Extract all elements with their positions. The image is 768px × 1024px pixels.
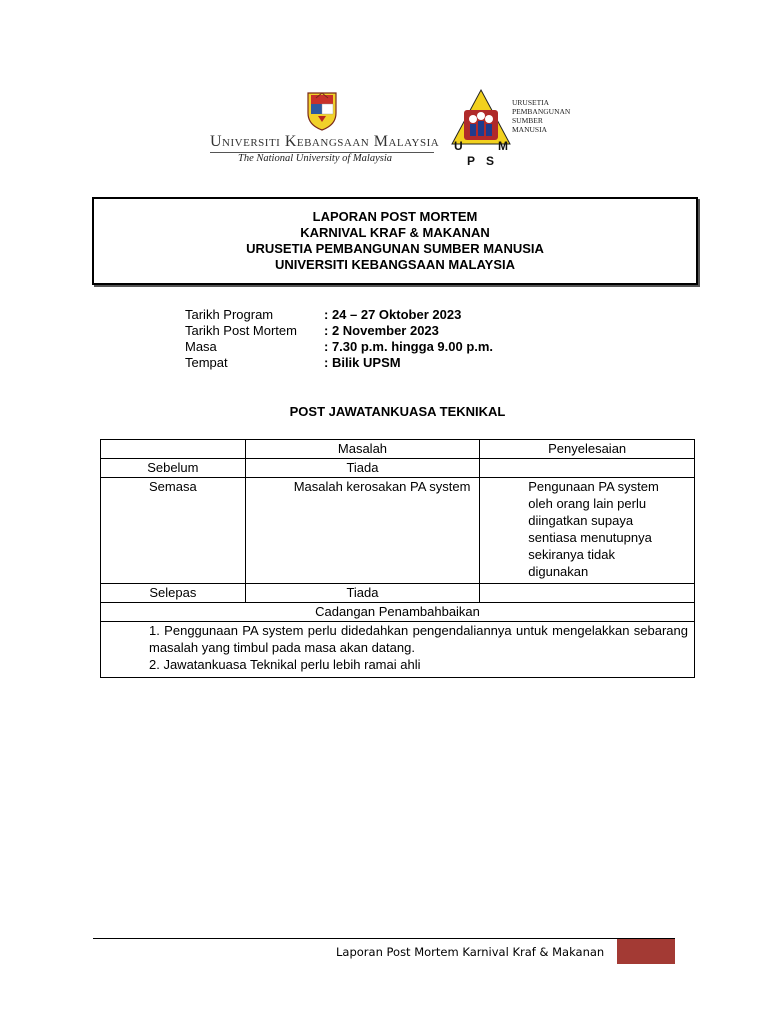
upsm-letter-p: P	[467, 154, 476, 168]
upsm-letter-m: M	[498, 139, 508, 153]
cadangan-list	[101, 622, 695, 678]
phase-cell: Selepas	[101, 584, 246, 603]
info-label: Tarikh Program	[185, 307, 274, 322]
table-row	[101, 459, 695, 478]
info-row-tempat	[185, 355, 493, 371]
info-row-masa	[185, 339, 493, 355]
table-header-cell: Masalah	[245, 440, 480, 459]
cadangan-list-row	[101, 622, 695, 678]
table-header-cell	[101, 440, 246, 459]
phase-cell: Sebelum	[101, 459, 246, 478]
upsm-text-line: MANUSIA	[512, 125, 548, 134]
upsm-logo	[448, 86, 588, 170]
upsm-text-line: URUSETIA	[512, 98, 550, 107]
info-label: Tempat	[185, 355, 228, 370]
penyelesaian-cell	[480, 584, 695, 603]
footer-accent-block	[617, 939, 675, 964]
info-value: : 2 November 2023	[324, 323, 439, 338]
post-mortem-table	[100, 439, 695, 678]
penyelesaian-cell: Pengunaan PA system oleh orang lain perlu diingatkan supaya sentiasa menutupnya sekiranya tidak digunakan	[480, 478, 695, 584]
upsm-text	[512, 98, 570, 134]
upsm-text-line: SUMBER	[512, 116, 543, 125]
footer-text: Laporan Post Mortem Karnival Kraf & Makanan	[336, 945, 605, 959]
ukm-crest-icon	[305, 89, 339, 131]
list-item: 2. Jawatankuasa Teknikal perlu lebih ramai ahli	[149, 657, 421, 672]
table-row	[101, 584, 695, 603]
info-row-tarikh-program	[185, 307, 493, 323]
list-item: 1. Penggunaan PA system perlu didedahkan pengendaliannya untuk mengelakkan sebarang masalah yang timbul pada masa akan datang.	[149, 623, 688, 655]
section-title: POST JAWATANKUASA TEKNIKAL	[289, 404, 506, 419]
program-info	[185, 307, 493, 371]
masalah-cell: Tiada	[245, 459, 480, 478]
upsm-letter-s: S	[486, 154, 495, 168]
info-value: : 24 – 27 Oktober 2023	[324, 307, 462, 322]
title-line: KARNIVAL KRAF & MAKANAN	[300, 225, 490, 240]
ukm-logo	[206, 86, 440, 168]
table-header-row	[101, 440, 695, 459]
title-line: URUSETIA PEMBANGUNAN SUMBER MANUSIA	[246, 241, 544, 256]
info-value: : Bilik UPSM	[324, 355, 401, 370]
title-line: LAPORAN POST MORTEM	[312, 209, 478, 224]
cadangan-title: Cadangan Penambahbaikan	[101, 603, 695, 622]
table-header-cell: Penyelesaian	[480, 440, 695, 459]
penyelesaian-cell	[480, 459, 695, 478]
ukm-tagline: The National University of Malaysia	[238, 153, 392, 164]
phase-cell: Semasa	[101, 478, 246, 584]
title-line: UNIVERSITI KEBANGSAAN MALAYSIA	[274, 257, 516, 272]
upsm-letter-u: U	[454, 139, 463, 153]
ukm-name: Universiti Kebangsaan Malaysia	[210, 133, 440, 150]
footer-divider	[93, 938, 675, 939]
masalah-cell: Masalah kerosakan PA system	[245, 478, 480, 584]
table-row	[101, 478, 695, 584]
info-label: Tarikh Post Mortem	[185, 323, 297, 338]
info-value: : 7.30 p.m. hingga 9.00 p.m.	[324, 339, 494, 354]
info-label: Masa	[185, 339, 217, 354]
upsm-text-line: PEMBANGUNAN	[512, 107, 571, 116]
cadangan-title-row	[101, 603, 695, 622]
info-row-tarikh-post-mortem	[185, 323, 493, 339]
report-title-box	[92, 197, 698, 285]
masalah-cell: Tiada	[245, 584, 480, 603]
